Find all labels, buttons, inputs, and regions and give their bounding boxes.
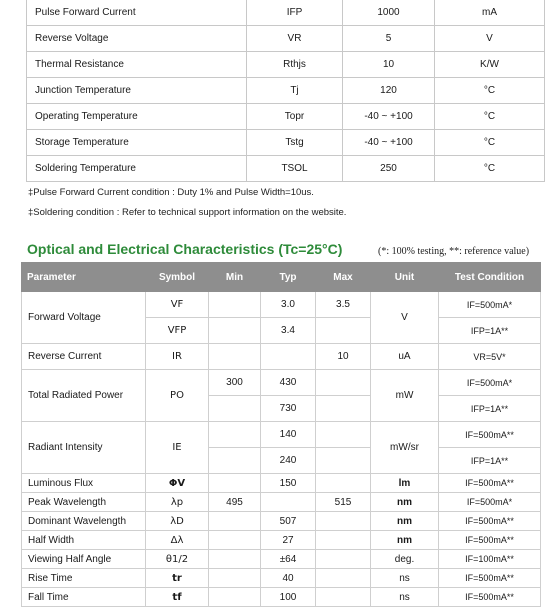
condition-cell: IF=500mA* <box>439 292 541 318</box>
unit-cell: V <box>435 26 545 52</box>
unit-cell: mW/sr <box>371 422 439 474</box>
typ-cell: ±64 <box>261 550 316 569</box>
typ-cell: 27 <box>261 531 316 550</box>
table-row <box>22 588 541 607</box>
value-cell: 250 <box>343 156 435 182</box>
table-row <box>27 78 545 104</box>
max-cell <box>316 588 371 607</box>
condition-cell: IFP=1A** <box>439 448 541 474</box>
param-cell: Operating Temperature <box>27 104 247 130</box>
condition-cell: IF=500mA** <box>439 569 541 588</box>
header-max: Max <box>316 263 371 292</box>
table-row <box>22 370 541 396</box>
table-row <box>27 104 545 130</box>
symbol-cell: IE <box>146 422 209 474</box>
unit-cell: °C <box>435 104 545 130</box>
max-cell <box>316 531 371 550</box>
soldering-note: ‡Soldering condition : Refer to technical support information on the website. <box>28 207 347 218</box>
param-cell: Half Width <box>22 531 146 550</box>
typ-cell: 140 <box>261 422 316 448</box>
min-cell <box>209 344 261 370</box>
min-cell <box>209 474 261 493</box>
min-cell <box>209 396 261 422</box>
max-cell <box>316 318 371 344</box>
condition-cell: IFP=1A** <box>439 318 541 344</box>
unit-cell: V <box>371 292 439 344</box>
header-unit: Unit <box>371 263 439 292</box>
condition-cell: IF=500mA* <box>439 493 541 512</box>
max-cell <box>316 396 371 422</box>
condition-cell: IF=100mA** <box>439 550 541 569</box>
header-row <box>22 263 541 292</box>
value-cell: 5 <box>343 26 435 52</box>
symbol-cell: tr <box>146 569 209 588</box>
min-cell <box>209 550 261 569</box>
unit-cell: nm <box>371 531 439 550</box>
typ-cell: 100 <box>261 588 316 607</box>
param-cell: Reverse Voltage <box>27 26 247 52</box>
symbol-cell: IR <box>146 344 209 370</box>
min-cell <box>209 318 261 344</box>
condition-cell: IF=500mA** <box>439 422 541 448</box>
table-row <box>27 52 545 78</box>
symbol-cell: VF <box>146 292 209 318</box>
symbol-cell: Tstg <box>247 130 343 156</box>
value-cell: -40 ~ +100 <box>343 130 435 156</box>
symbol-cell: VFP <box>146 318 209 344</box>
header-parameter: Parameter <box>22 263 146 292</box>
unit-cell: nm <box>371 493 439 512</box>
min-cell <box>209 448 261 474</box>
symbol-cell: λp <box>146 493 209 512</box>
typ-cell: 3.4 <box>261 318 316 344</box>
pulse-current-note: ‡Pulse Forward Current condition : Duty 1% and Pulse Width=10us. <box>28 187 314 198</box>
max-cell <box>316 474 371 493</box>
table-row <box>22 474 541 493</box>
max-cell <box>316 569 371 588</box>
testing-note: (*: 100% testing, **: reference value) <box>378 246 530 257</box>
max-cell: 3.5 <box>316 292 371 318</box>
typ-cell: 150 <box>261 474 316 493</box>
table-row <box>22 531 541 550</box>
typ-cell: 40 <box>261 569 316 588</box>
max-cell <box>316 550 371 569</box>
max-cell <box>316 370 371 396</box>
symbol-cell: VR <box>247 26 343 52</box>
min-cell: 495 <box>209 493 261 512</box>
section-title: Optical and Electrical Characteristics (Tc=25°C) <box>27 241 343 257</box>
unit-cell: uA <box>371 344 439 370</box>
typ-cell: 507 <box>261 512 316 531</box>
header-symbol: Symbol <box>146 263 209 292</box>
table-row <box>27 130 545 156</box>
condition-cell: IF=500mA** <box>439 512 541 531</box>
param-cell: Luminous Flux <box>22 474 146 493</box>
absolute-max-ratings-table <box>26 0 545 182</box>
param-cell: Forward Voltage <box>22 292 146 344</box>
header-min: Min <box>209 263 261 292</box>
typ-cell <box>261 493 316 512</box>
param-cell: Rise Time <box>22 569 146 588</box>
max-cell <box>316 422 371 448</box>
unit-cell: °C <box>435 156 545 182</box>
min-cell <box>209 292 261 318</box>
param-cell: Peak Wavelength <box>22 493 146 512</box>
optical-characteristics-table <box>21 262 541 607</box>
table-row <box>22 569 541 588</box>
symbol-cell: θ1/2 <box>146 550 209 569</box>
condition-cell: IF=500mA* <box>439 370 541 396</box>
param-cell: Dominant Wavelength <box>22 512 146 531</box>
unit-cell: K/W <box>435 52 545 78</box>
condition-cell: IF=500mA** <box>439 588 541 607</box>
max-cell: 515 <box>316 493 371 512</box>
table-row <box>22 292 541 318</box>
min-cell <box>209 531 261 550</box>
param-cell: Storage Temperature <box>27 130 247 156</box>
symbol-cell: ΦV <box>146 474 209 493</box>
value-cell: 120 <box>343 78 435 104</box>
unit-cell: lm <box>371 474 439 493</box>
table-row <box>22 493 541 512</box>
unit-cell: ns <box>371 588 439 607</box>
param-cell: Reverse Current <box>22 344 146 370</box>
max-cell <box>316 448 371 474</box>
param-cell: Total Radiated Power <box>22 370 146 422</box>
typ-cell <box>261 344 316 370</box>
symbol-cell: tf <box>146 588 209 607</box>
table-row <box>27 26 545 52</box>
typ-cell: 3.0 <box>261 292 316 318</box>
typ-cell: 430 <box>261 370 316 396</box>
param-cell: Thermal Resistance <box>27 52 247 78</box>
symbol-cell: Tj <box>247 78 343 104</box>
table-row <box>27 156 545 182</box>
table-row <box>22 344 541 370</box>
unit-cell: °C <box>435 130 545 156</box>
table-row <box>22 422 541 448</box>
unit-cell: deg. <box>371 550 439 569</box>
table-row <box>22 550 541 569</box>
min-cell <box>209 422 261 448</box>
param-cell: Pulse Forward Current <box>27 0 247 26</box>
condition-cell: VR=5V* <box>439 344 541 370</box>
typ-cell: 240 <box>261 448 316 474</box>
symbol-cell: λD <box>146 512 209 531</box>
min-cell <box>209 512 261 531</box>
param-cell: Soldering Temperature <box>27 156 247 182</box>
table-row <box>22 512 541 531</box>
condition-cell: IF=500mA** <box>439 474 541 493</box>
symbol-cell: Δλ <box>146 531 209 550</box>
param-cell: Fall Time <box>22 588 146 607</box>
typ-cell: 730 <box>261 396 316 422</box>
value-cell: 10 <box>343 52 435 78</box>
symbol-cell: Rthjs <box>247 52 343 78</box>
param-cell: Junction Temperature <box>27 78 247 104</box>
symbol-cell: TSOL <box>247 156 343 182</box>
symbol-cell: PO <box>146 370 209 422</box>
max-cell <box>316 512 371 531</box>
unit-cell: mA <box>435 0 545 26</box>
symbol-cell: Topr <box>247 104 343 130</box>
max-cell: 10 <box>316 344 371 370</box>
symbol-cell: IFP <box>247 0 343 26</box>
table-row <box>27 0 545 26</box>
unit-cell: nm <box>371 512 439 531</box>
unit-cell: °C <box>435 78 545 104</box>
param-cell: Viewing Half Angle <box>22 550 146 569</box>
header-condition: Test Condition <box>439 263 541 292</box>
min-cell <box>209 569 261 588</box>
value-cell: 1000 <box>343 0 435 26</box>
unit-cell: ns <box>371 569 439 588</box>
min-cell <box>209 588 261 607</box>
param-cell: Radiant Intensity <box>22 422 146 474</box>
condition-cell: IFP=1A** <box>439 396 541 422</box>
value-cell: -40 ~ +100 <box>343 104 435 130</box>
min-cell: 300 <box>209 370 261 396</box>
unit-cell: mW <box>371 370 439 422</box>
condition-cell: IF=500mA** <box>439 531 541 550</box>
header-typ: Typ <box>261 263 316 292</box>
